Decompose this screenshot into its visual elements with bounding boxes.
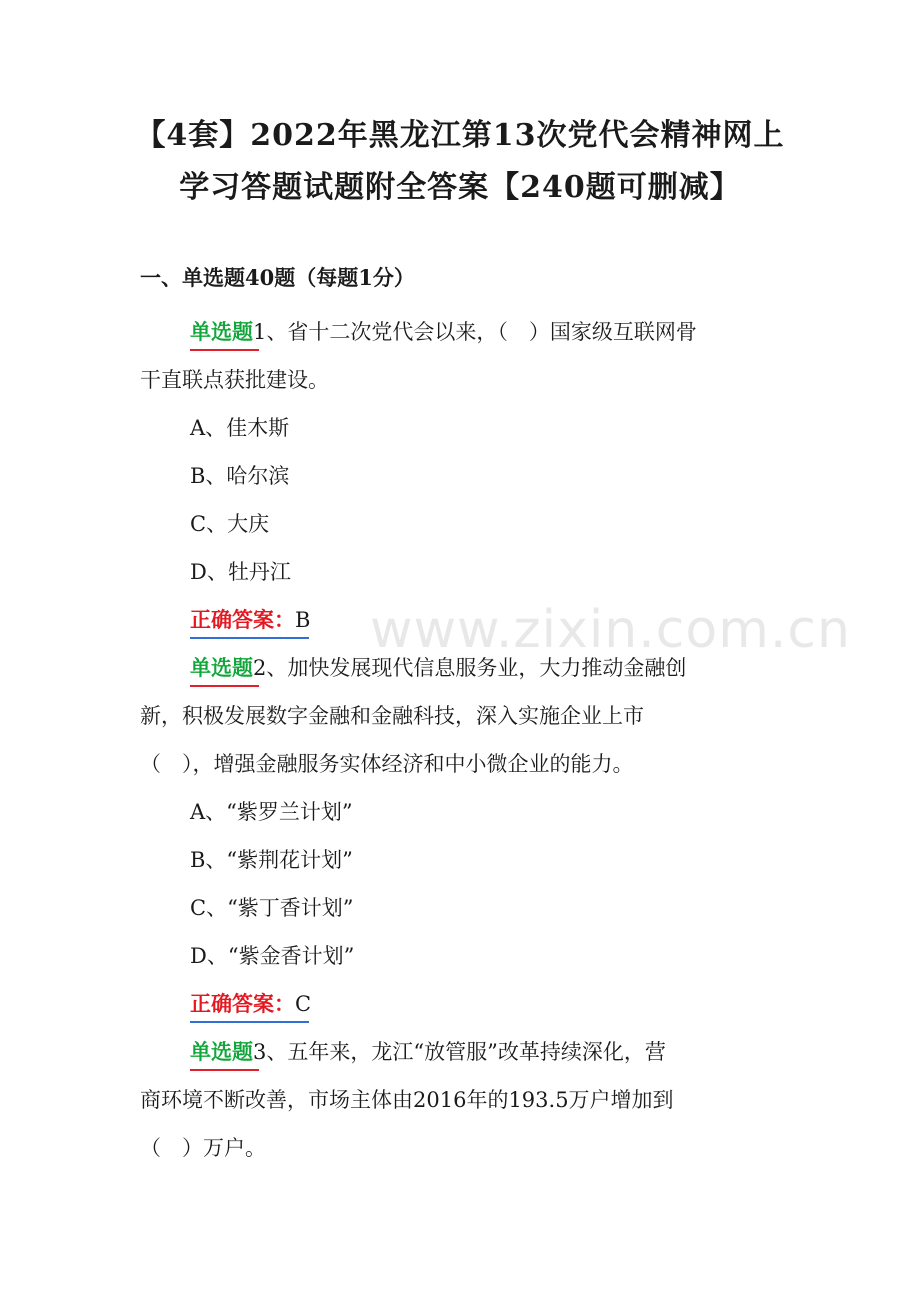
- question-1-option-b: B、哈尔滨: [190, 464, 290, 488]
- question-3-line-2: 商环境不断改善，市场主体由2016年的193.5万户增加到: [140, 1088, 674, 1112]
- question-2-line-3: （ ），增强金融服务实体经济和中小微企业的能力。: [140, 752, 634, 776]
- question-2-option-b: B、“紫荆花计划”: [190, 848, 353, 872]
- question-type-tag: 单选题: [190, 316, 253, 346]
- question-3-line-1: 单选题3、五年来，龙江“放管服”改革持续深化，营: [190, 1036, 666, 1066]
- question-type-tag: 单选题: [190, 652, 253, 682]
- title-line-2: 学习答题试题附全答案【240题可删减】: [179, 170, 741, 205]
- question-2-line-2: 新，积极发展数字金融和金融科技，深入实施企业上市: [140, 704, 644, 728]
- question-1-option-d: D、牡丹江: [190, 560, 291, 584]
- question-1-line-1: 单选题1、省十二次党代会以来，（ ）国家级互联网骨: [190, 316, 697, 346]
- question-1-line-2: 干直联点获批建设。: [140, 368, 329, 392]
- question-type-tag: 单选题: [190, 1036, 253, 1066]
- question-2-option-a: A、“紫罗兰计划”: [190, 800, 353, 824]
- question-1-option-a: A、佳木斯: [190, 416, 290, 440]
- section-heading: 一、单选题40题（每题1分）: [140, 265, 415, 290]
- question-1-answer: 正确答案：B: [190, 604, 310, 634]
- question-3-line-3: （ ）万户。: [140, 1136, 266, 1160]
- watermark: www.zixin.com.cn: [370, 600, 851, 660]
- answer-tag: 正确答案：: [190, 604, 295, 634]
- answer-tag: 正确答案：: [190, 988, 295, 1018]
- question-2-option-c: C、“紫丁香计划”: [190, 896, 354, 920]
- question-2-line-1: 单选题2、加快发展现代信息服务业，大力推动金融创: [190, 652, 686, 682]
- title-line-1: 【4套】2022年黑龙江第13次党代会精神网上: [135, 118, 785, 153]
- question-2-option-d: D、“紫金香计划”: [190, 944, 355, 968]
- question-1-option-c: C、大庆: [190, 512, 270, 536]
- document-title: [0, 110, 920, 214]
- question-2-answer: 正确答案：C: [190, 988, 311, 1018]
